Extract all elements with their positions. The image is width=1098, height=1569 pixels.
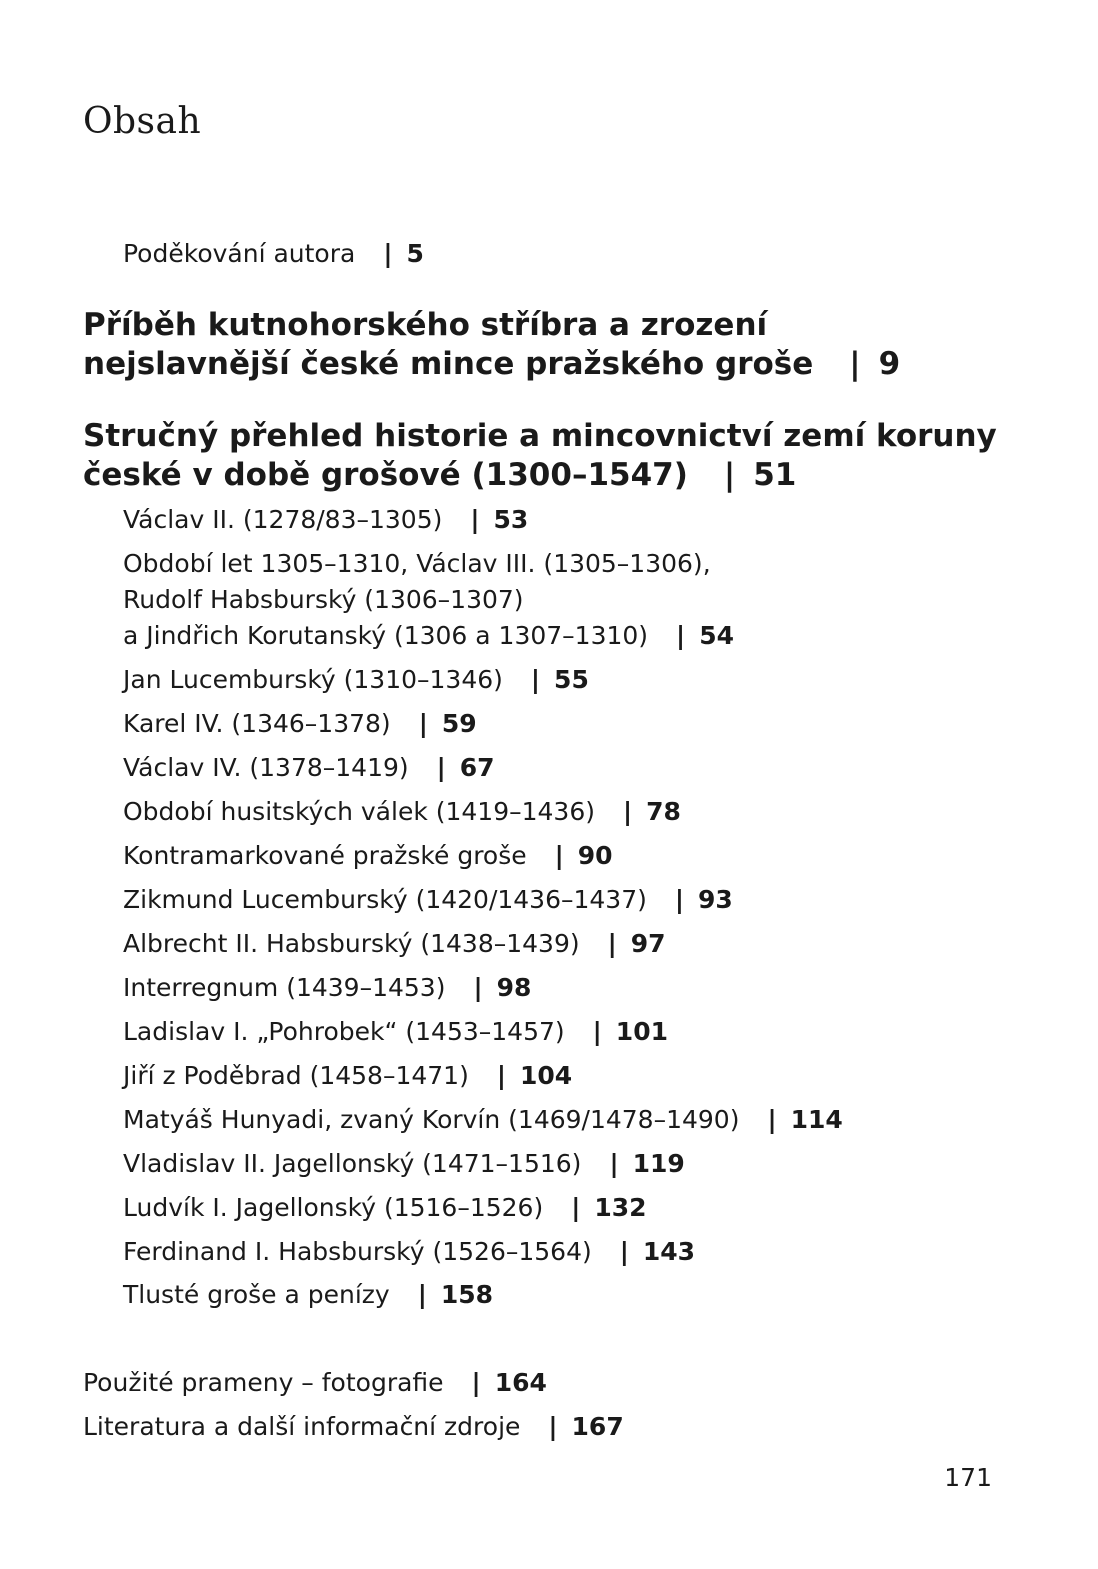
toc-entry-husitske-valky[interactable] — [123, 794, 681, 830]
toc-entry-vladislav-ii[interactable] — [123, 1146, 685, 1182]
toc-entry-title: Jan Lucemburský (1310–1346) — [123, 665, 503, 694]
toc-page-number: 67 — [459, 753, 495, 782]
toc-separator: | — [849, 346, 861, 382]
toc-entry-title: Literatura a další informační zdroje — [83, 1412, 521, 1441]
toc-separator: | — [592, 1017, 602, 1046]
toc-entry-title: Poděkování autora — [123, 239, 356, 268]
toc-entry-title: Kontramarkované pražské groše — [123, 841, 527, 870]
toc-entry-jan-lucembursky[interactable] — [123, 662, 589, 698]
toc-page-number: 90 — [577, 841, 613, 870]
toc-separator: | — [676, 621, 686, 650]
toc-entry-title: Období husitských válek (1419–1436) — [123, 797, 595, 826]
toc-page-number: 55 — [554, 665, 589, 694]
toc-entry-title: Ladislav I. „Pohrobek“ (1453–1457) — [123, 1017, 565, 1046]
toc-entry-title: Interregnum (1439–1453) — [123, 973, 446, 1002]
toc-entry-vaclav-ii[interactable] — [123, 502, 528, 538]
toc-entry-interregnum[interactable] — [123, 970, 531, 1006]
toc-separator: | — [530, 665, 541, 694]
toc-page-number: 78 — [646, 797, 681, 826]
toc-entry-ladislav[interactable] — [123, 1014, 668, 1050]
toc-separator: | — [436, 753, 446, 782]
toc-entry-title: české v době grošové (1300–1547) — [83, 457, 688, 493]
toc-entry-title: Václav IV. (1378–1419) — [123, 753, 409, 782]
toc-page-number: 59 — [441, 709, 477, 738]
toc-entry-title: Vladislav II. Jagellonský (1471–1516) — [123, 1149, 582, 1178]
toc-entry-title: Použité prameny – fotografie — [83, 1368, 444, 1397]
toc-entry-obdobi-1305-line2[interactable] — [123, 582, 524, 618]
toc-separator: | — [767, 1105, 777, 1134]
toc-separator: | — [548, 1412, 558, 1441]
toc-page-number: 143 — [642, 1237, 696, 1266]
toc-entry-albrecht-ii[interactable] — [123, 926, 666, 962]
toc-separator: | — [418, 709, 428, 738]
toc-entry-title: Příběh kutnohorského stříbra a zrození — [83, 307, 768, 343]
toc-entry-title: Ferdinand I. Habsburský (1526–1564) — [123, 1237, 592, 1266]
toc-entry-title: Václav II. (1278/83–1305) — [123, 505, 443, 534]
toc-separator: | — [383, 239, 393, 268]
toc-separator: | — [473, 973, 483, 1002]
toc-entry-tluste-grose[interactable] — [123, 1277, 493, 1313]
toc-separator: | — [496, 1061, 506, 1090]
toc-entry-pribeh-line2[interactable] — [83, 344, 900, 384]
toc-entry-title: Období let 1305–1310, Václav III. (1305–1306), — [123, 549, 711, 578]
toc-separator: | — [571, 1193, 581, 1222]
toc-entry-title: Matyáš Hunyadi, zvaný Korvín (1469/1478–1490) — [123, 1105, 740, 1134]
toc-entry-vaclav-iv[interactable] — [123, 750, 495, 786]
toc-page-number: 98 — [496, 973, 532, 1002]
toc-page-number: 53 — [493, 505, 529, 534]
toc-separator: | — [723, 457, 736, 493]
toc-separator: | — [470, 505, 480, 534]
page-title: Obsah — [83, 101, 202, 142]
toc-separator: | — [619, 1237, 629, 1266]
toc-page-number: 167 — [571, 1412, 624, 1441]
toc-entry-title: Rudolf Habsburský (1306–1307) — [123, 585, 524, 614]
toc-page-number: 54 — [699, 621, 734, 650]
toc-entry-title: Jiří z Poděbrad (1458–1471) — [123, 1061, 469, 1090]
toc-page-number: 132 — [594, 1193, 647, 1222]
toc-page-number: 158 — [440, 1280, 494, 1309]
toc-entry-title: Zikmund Lucemburský (1420/1436–1437) — [123, 885, 647, 914]
toc-entry-podekovani[interactable] — [123, 236, 424, 272]
toc-entry-title: Karel IV. (1346–1378) — [123, 709, 391, 738]
toc-entry-literatura[interactable] — [83, 1409, 624, 1445]
toc-entry-obdobi-1305-line3[interactable] — [123, 618, 734, 654]
toc-entry-title: Ludvík I. Jagellonský (1516–1526) — [123, 1193, 544, 1222]
toc-entry-title: a Jindřich Korutanský (1306 a 1307–1310) — [123, 621, 649, 650]
toc-entry-strucny-line2[interactable] — [83, 455, 796, 495]
toc-entry-title: Tlusté groše a penízy — [123, 1280, 390, 1309]
toc-entry-obdobi-1305-line1[interactable] — [123, 546, 711, 582]
toc-page-number: 101 — [615, 1017, 668, 1046]
toc-entry-karel-iv[interactable] — [123, 706, 477, 742]
toc-separator: | — [609, 1149, 619, 1178]
toc-entry-title: nejslavnější české mince pražského groše — [83, 346, 814, 382]
toc-separator: | — [674, 885, 685, 914]
toc-page-number: 93 — [698, 885, 733, 914]
toc-page-number: 51 — [753, 457, 797, 493]
page-number: 171 — [944, 1463, 992, 1492]
toc-entry-pouzite-prameny[interactable] — [83, 1365, 547, 1401]
toc-entry-strucny-line1[interactable] — [83, 416, 997, 456]
toc-page-number: 164 — [494, 1368, 547, 1397]
toc-entry-title: Stručný přehled historie a mincovnictví zemí koruny — [83, 418, 997, 454]
toc-entry-zikmund[interactable] — [123, 882, 733, 918]
toc-separator: | — [554, 841, 564, 870]
toc-page-number: 119 — [632, 1149, 685, 1178]
toc-entry-kontramarkovane[interactable] — [123, 838, 613, 874]
toc-entry-matyas[interactable] — [123, 1102, 843, 1138]
toc-page-number: 9 — [878, 346, 901, 382]
toc-entry-pribeh-line1[interactable] — [83, 305, 767, 345]
toc-separator: | — [623, 797, 633, 826]
toc-page-number: 104 — [519, 1061, 573, 1090]
toc-separator: | — [607, 929, 617, 958]
toc-separator: | — [417, 1280, 427, 1309]
toc-entry-ludvik-i[interactable] — [123, 1190, 647, 1226]
toc-page-number: 5 — [406, 239, 424, 268]
toc-entry-jiri[interactable] — [123, 1058, 572, 1094]
toc-entry-title: Albrecht II. Habsburský (1438–1439) — [123, 929, 580, 958]
toc-separator: | — [471, 1368, 481, 1397]
toc-page-number: 97 — [630, 929, 666, 958]
toc-entry-ferdinand-i[interactable] — [123, 1234, 695, 1270]
toc-page-number: 114 — [790, 1105, 843, 1134]
